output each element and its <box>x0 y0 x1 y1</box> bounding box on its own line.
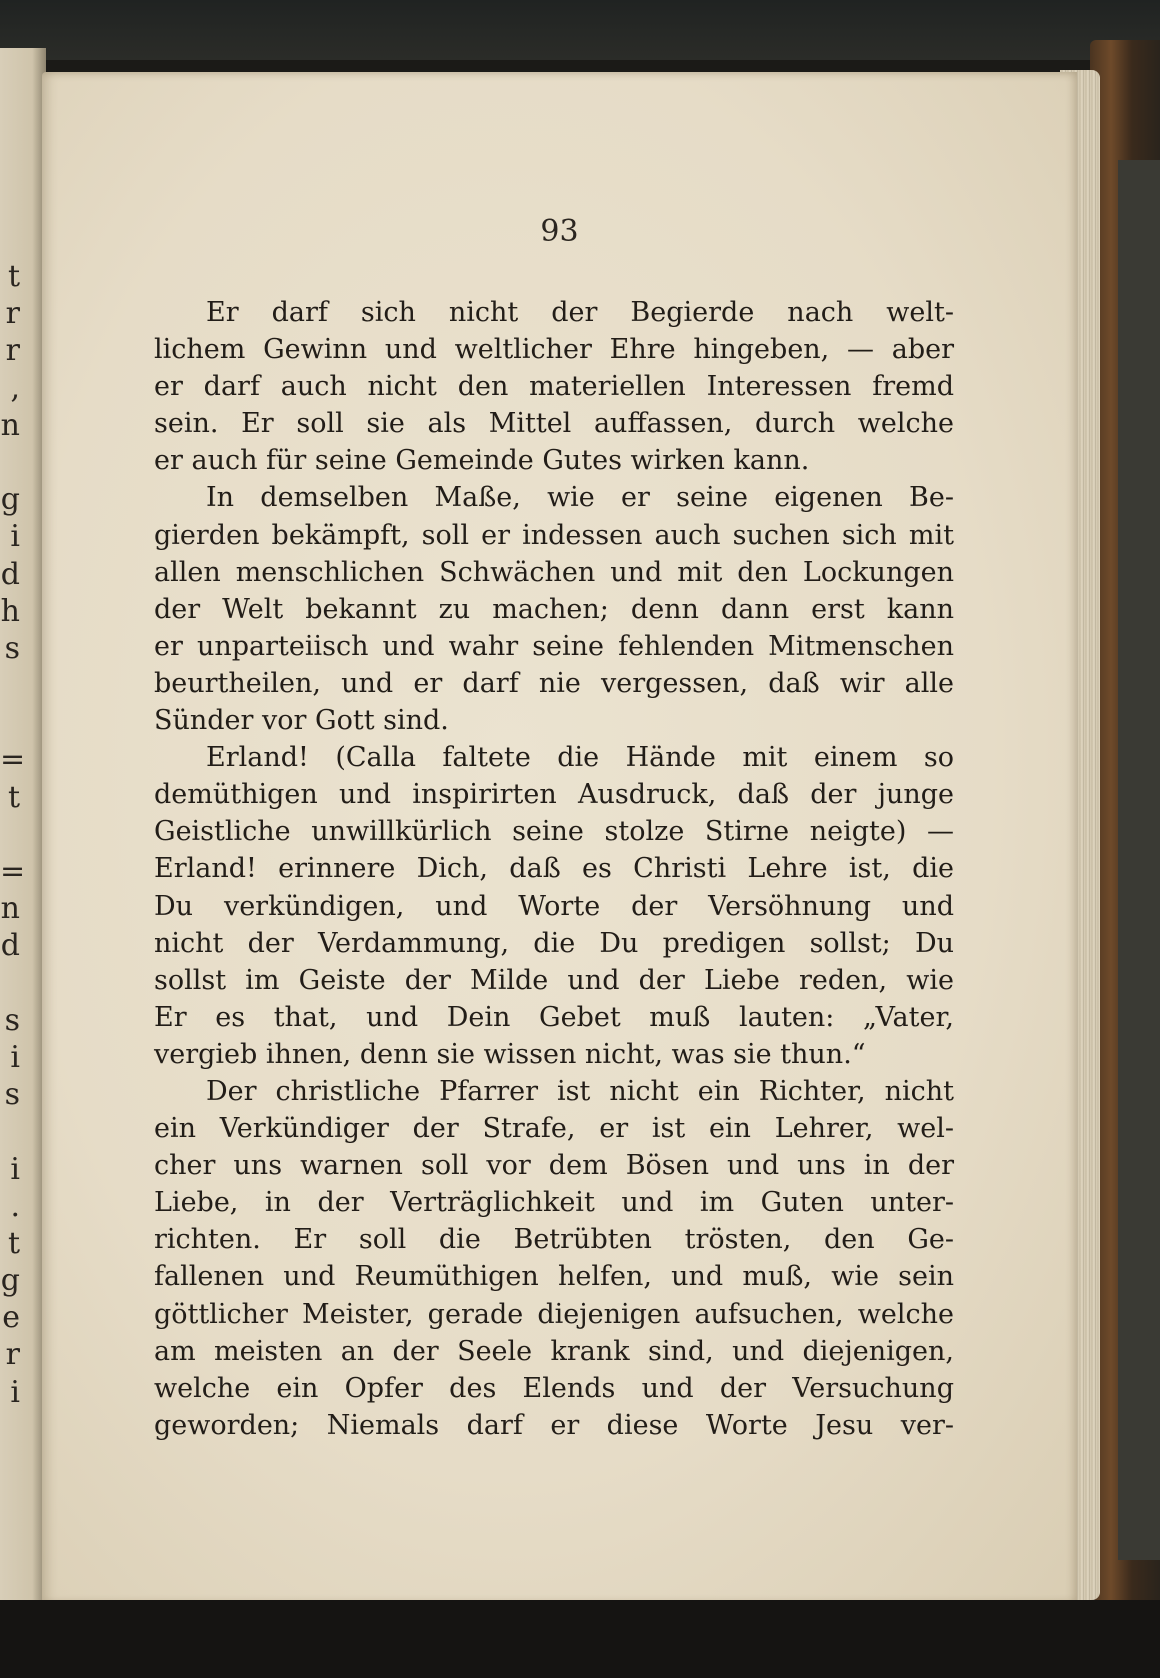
left-stub-letter: n <box>0 891 20 927</box>
left-page-stub-letters <box>0 258 26 1411</box>
text-line: sollst im Geiste der Milde und der Liebe reden, wie <box>154 964 954 996</box>
left-stub-letter: r <box>5 1337 20 1373</box>
text-line: Sünder vor Gott sind. <box>154 705 449 737</box>
left-stub-letter: . <box>10 1188 20 1224</box>
body-text <box>154 294 954 1444</box>
text-line: Er es that, und Dein Gebet muß lauten: „Vater, <box>154 1001 954 1033</box>
left-stub-letter: t <box>7 1225 20 1261</box>
left-stub-letter: s <box>4 630 20 666</box>
left-stub-letter <box>0 667 20 704</box>
text-line: welche ein Opfer des Elends und der Versuchung <box>154 1372 954 1404</box>
text-line: vergieb ihnen, denn sie wissen nicht, was sie thun.“ <box>154 1038 866 1070</box>
left-stub-letter: r <box>5 333 20 369</box>
text-line: Der christliche Pfarrer ist nicht ein Richter, nicht <box>206 1075 954 1107</box>
text-line: fallenen und Reumüthigen helfen, und muß, wie sein <box>154 1261 954 1293</box>
left-stub-letter: s <box>4 1002 20 1038</box>
text-line: Er darf sich nicht der Begierde nach welt- <box>206 297 954 328</box>
page-number: 93 <box>540 214 579 249</box>
text-line: Du verkündigen, und Worte der Versöhnung und <box>154 890 954 922</box>
text-line: sein. Er soll sie als Mittel auffassen, durch welche <box>154 408 954 440</box>
left-page-stub <box>0 48 46 1608</box>
text-line: er auch für seine Gemeinde Gutes wirken kann. <box>154 445 810 477</box>
left-stub-letter <box>0 1113 20 1150</box>
left-stub-letter: e <box>2 1300 20 1336</box>
left-stub-letter: i <box>10 1151 20 1187</box>
left-stub-letter: d <box>0 928 20 964</box>
text-line: Erland! (Calla faltete die Hände mit einem so <box>206 742 954 774</box>
text-line: Erland! erinnere Dich, daß es Christi Lehre ist, die <box>154 853 954 885</box>
left-stub-letter <box>0 704 20 741</box>
text-line: er darf auch nicht den materiellen Interessen fremd <box>154 371 954 403</box>
text-line: göttlicher Meister, gerade diejenigen aufsuchen, welche <box>154 1298 954 1330</box>
left-stub-letter: r <box>5 296 20 332</box>
left-stub-letter: = <box>0 742 26 778</box>
left-stub-letter: n <box>0 407 20 443</box>
left-stub-letter: g <box>0 482 20 518</box>
text-line: demüthigen und inspirirten Ausdruck, daß der junge <box>154 779 954 811</box>
bottom-shadow-band <box>0 1600 1160 1678</box>
left-stub-letter <box>0 444 20 481</box>
text-line: allen menschlichen Schwächen und mit den Lockungen <box>154 556 954 588</box>
text-line: gierden bekämpft, soll er indessen auch suchen sich mit <box>154 519 954 551</box>
left-stub-letter: g <box>0 1263 20 1299</box>
left-stub-letter: i <box>10 1039 20 1075</box>
text-line: Geistliche unwillkürlich seine stolze Stirne neigte) — <box>154 816 954 848</box>
left-stub-letter: i <box>10 519 20 555</box>
left-stub-letter: s <box>4 1077 20 1113</box>
text-line: lichem Gewinn und weltlicher Ehre hingeben, — aber <box>154 334 954 366</box>
text-line: nicht der Verdammung, die Du predigen sollst; Du <box>154 927 954 959</box>
book-page <box>42 72 1077 1604</box>
left-stub-letter: d <box>0 556 20 592</box>
top-shadow-band <box>0 0 1160 60</box>
left-stub-letter: = <box>0 854 26 889</box>
text-line: In demselben Maße, wie er seine eigenen Be- <box>206 482 954 514</box>
text-line: geworden; Niemals darf er diese Worte Jesu ver- <box>154 1409 954 1441</box>
left-stub-letter: i <box>10 1374 20 1410</box>
text-line: richten. Er soll die Betrübten trösten, den Ge- <box>154 1224 954 1256</box>
book-cover-cloth <box>1118 160 1160 1560</box>
text-line: er unparteiisch und wahr seine fehlenden Mitmenschen <box>154 630 954 662</box>
text-line: cher uns warnen soll vor dem Bösen und uns in der <box>154 1150 954 1182</box>
left-stub-letter: h <box>0 593 20 629</box>
left-stub-letter: t <box>7 779 20 815</box>
text-line: beurtheilen, und er darf nie vergessen, daß wir alle <box>154 667 954 699</box>
text-line: ein Verkündiger der Strafe, er ist ein Lehrer, wel- <box>154 1113 954 1145</box>
left-stub-letter: , <box>10 370 20 406</box>
left-stub-letter <box>0 816 20 853</box>
text-line: am meisten an der Seele krank sind, und diejenigen, <box>154 1335 954 1367</box>
text-line: der Welt bekannt zu machen; denn dann erst kann <box>154 593 954 625</box>
left-stub-letter <box>0 965 20 1002</box>
left-stub-letter: t <box>7 259 20 294</box>
text-line: Liebe, in der Verträglichkeit und im Guten unter- <box>154 1187 954 1219</box>
